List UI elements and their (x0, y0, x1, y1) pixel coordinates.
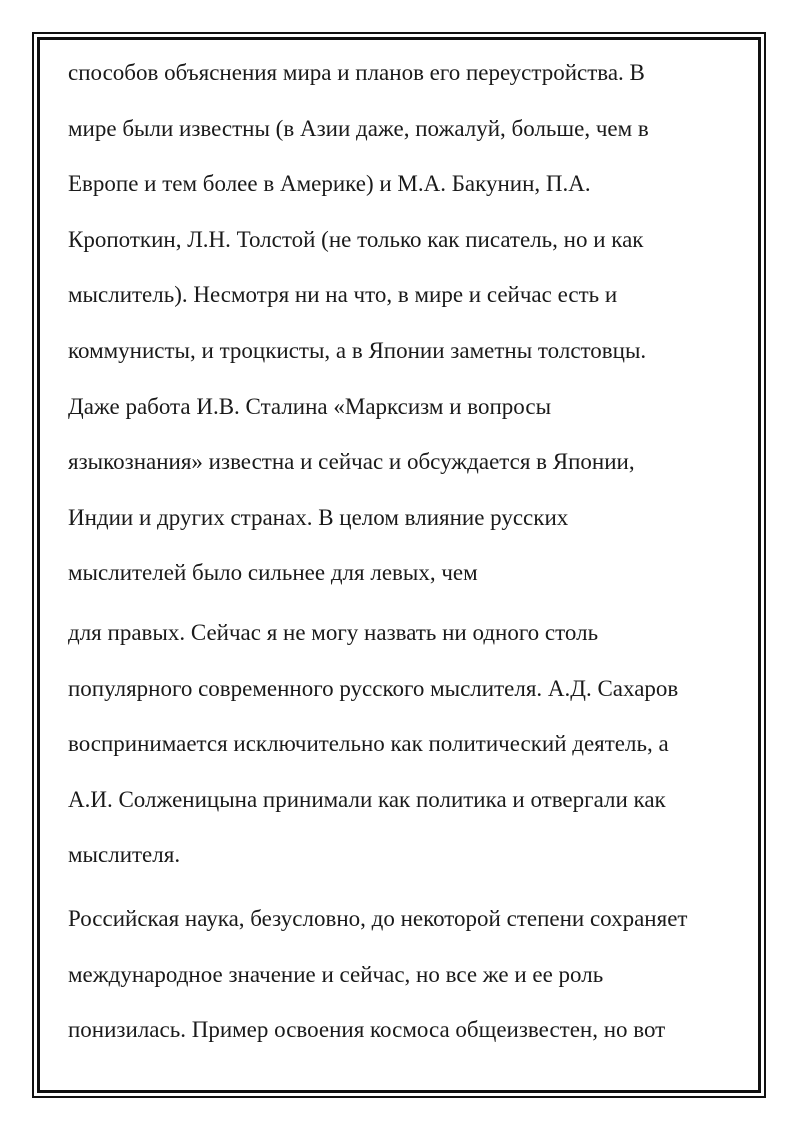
text-line: воспринимается исключительно как политический деятель, а (68, 731, 669, 757)
text-line: А.И. Солженицына принимали как политика и отвергали как (68, 786, 666, 812)
text-line: понизилась. Пример освоения космоса общеизвестен, но вот (68, 1017, 666, 1043)
text-line: Индии и других странах. В целом влияние русских (68, 504, 569, 530)
text-line: языкознания» известна и сейчас и обсуждается в Японии, (68, 449, 635, 475)
text-line: Европе и тем более в Америке) и М.А. Бакунин, П.А. (68, 171, 591, 197)
paragraph (68, 610, 748, 888)
text-line: Кропоткин, Л.Н. Толстой (не только как писатель, но и как (68, 226, 644, 252)
text-line: мыслитель). Несмотря ни на что, в мире и сейчас есть и (68, 282, 618, 308)
text-line: популярного современного русского мыслителя. А.Д. Сахаров (68, 675, 679, 701)
paragraph (68, 896, 748, 1063)
text-line: мыслителей было сильнее для левых, чем (68, 560, 478, 586)
text-line: Российская наука, безусловно, до некоторой степени сохраняет (68, 905, 688, 931)
text-line: способов объяснения мира и планов его переустройства. В (68, 60, 645, 85)
text-line: мыслителя. (68, 842, 181, 868)
text-line: для правых. Сейчас я не могу назвать ни одного столь (68, 619, 599, 645)
text-line: мире были известны (в Азии даже, пожалуй, больше, чем в (68, 115, 649, 141)
text-line: международное значение и сейчас, но все же и ее роль (68, 961, 604, 987)
paragraph (68, 50, 748, 606)
text-line: Даже работа И.В. Сталина «Марксизм и вопросы (68, 393, 552, 419)
text-line: коммунисты, и троцкисты, а в Японии заметны толстовцы. (68, 337, 647, 363)
paragraph-spacing (68, 888, 748, 896)
page-body (68, 50, 748, 1063)
